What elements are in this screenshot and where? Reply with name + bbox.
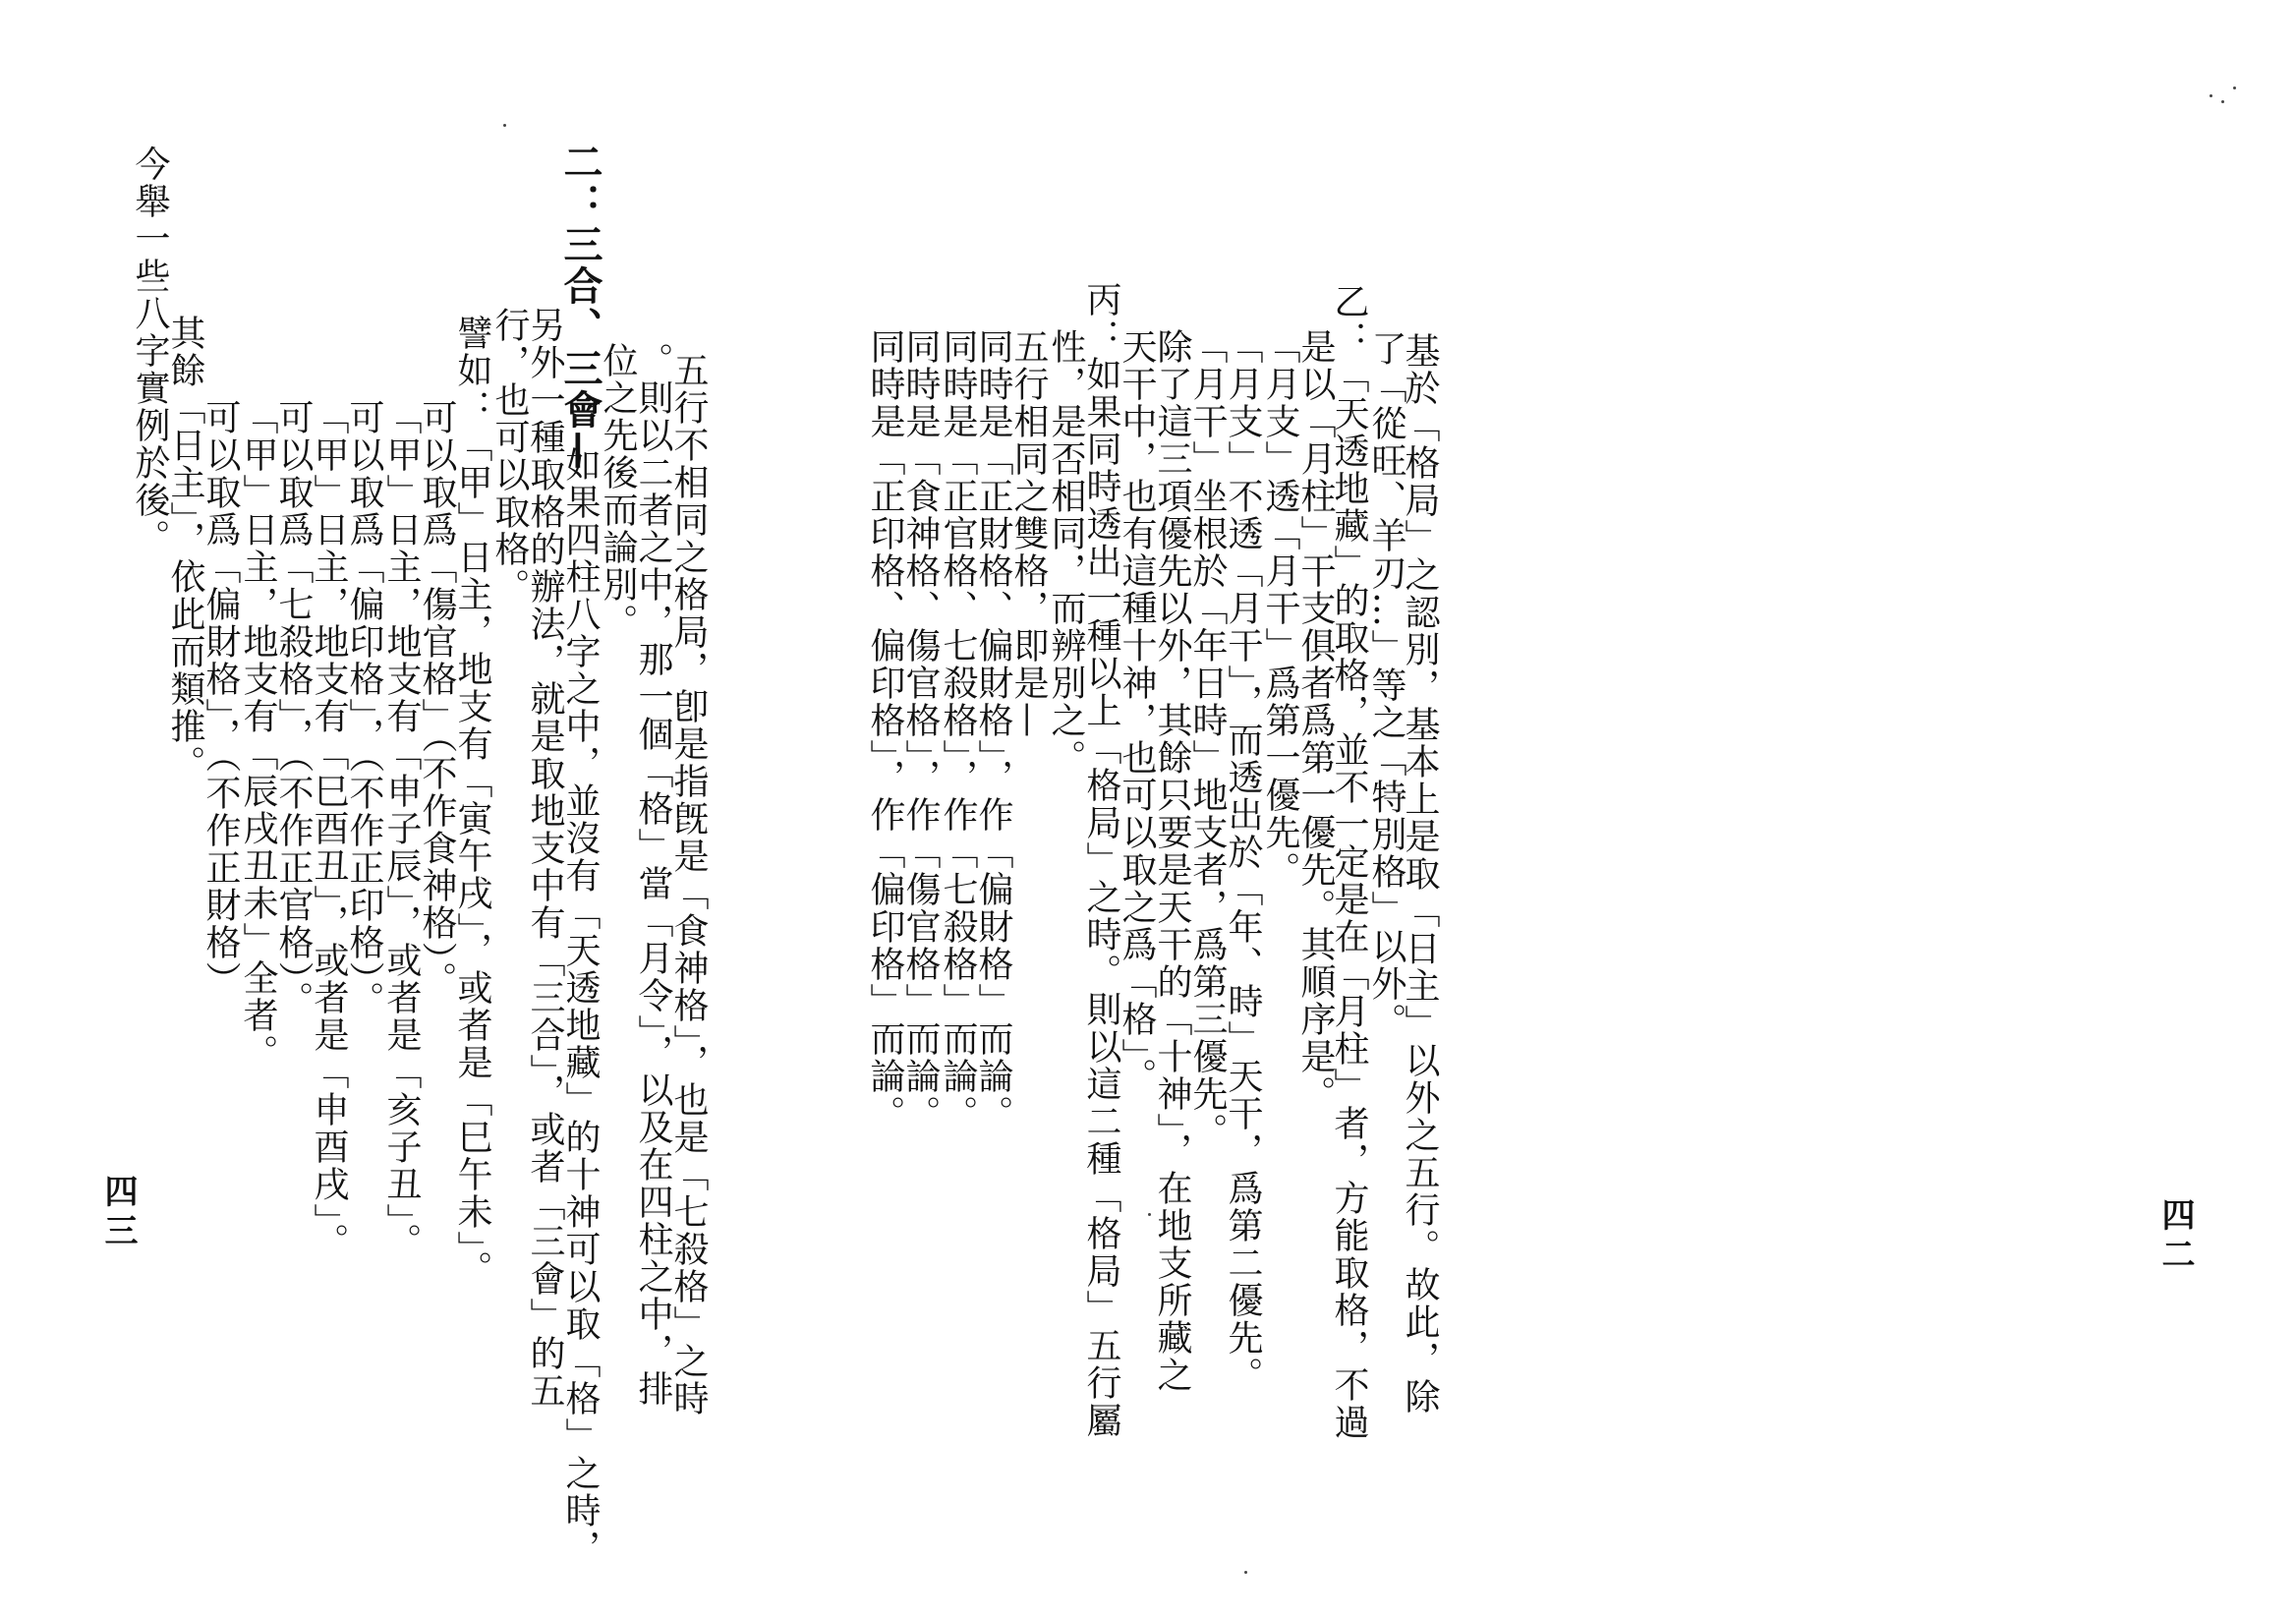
left-para2-line-3: 行，也可以取格。 [489,307,530,606]
section-heading-sanhe-sanhui: 二：三合、三會— [557,142,603,472]
right-line-9: 天干中，也有這種十神，也可以取之爲「格」。 [1117,328,1157,1095]
example-line-2: 可以取爲「傷官格」（不作食神格）。 [417,399,457,999]
right-line-1: 基於「格局」之認別，基本上是取「日主」以外之五行。故此，除 [1400,332,1440,1416]
right-line-4: 是以「月柱」干支俱者爲第一優先。其順序是。 [1295,328,1336,1113]
example-line-8: 可以取爲「偏財格」，（不作正財格） [201,399,241,999]
right-line-10: 丙：如果同時透出一種以上「格局」之時。則以這二種「格局」五行屬 [1081,281,1121,1439]
example-line-4: 可以取爲「偏印格」，（不作正印格）。 [344,399,384,1018]
right-line-2: 了「從旺、羊刃…」等之「特別格」以外。 [1366,330,1406,1040]
scan-speck [1148,1213,1151,1216]
example-line-3: 「甲」日主，地支有「申子辰」，或者是「亥子丑」。 [381,399,422,1260]
right-line-13: 同時是「正財格、偏財格」，作「偏財格」而論。 [973,328,1013,1132]
scan-speck [2221,100,2224,103]
page-number-right: 四二 [2155,1197,2195,1276]
right-line-14: 同時是「正官格、七殺格」，作「七殺格」而論。 [938,328,978,1132]
left-para1-line-1: 五行不相同之格局，卽是指旣是「食神格」，也是「七殺格」之時 [668,352,709,1418]
right-line-12: 五行相同之雙格，即是— [1008,328,1049,739]
left-para1-line-3: 位之先後而論別。 [598,342,638,641]
right-line-3: 乙：「天透地藏」的取格，並不一定是在「月柱」者，方能取格，不過 [1329,283,1369,1441]
scan-speck [503,124,506,127]
example-line-1: 譬如：「甲」日主，地支有「寅午戌」，或者是「巳午未」。 [452,315,492,1288]
closing-line: 今舉一些八字實例於後。 [130,145,170,556]
page-number-left: 四三 [98,1174,138,1252]
example-line-7: 「甲」日主，地支有「辰戌丑未」全者。 [238,399,278,1071]
left-para2-line-1: 如果四柱八字之中，並沒有「天透地藏」的十神可以取「格」之時， [560,446,601,1567]
left-para1-line-2: 。則以二者之中，那一個「格」當「月令」，以及在四柱之中，排 [633,342,673,1408]
right-line-15: 同時是「食神格、傷官格」，作「傷官格」而論。 [900,328,941,1132]
example-line-9: 其餘「日主」，依此而類推。 [165,315,205,782]
right-line-16: 同時是「正印格、偏印格」，作「偏印格」而論。 [865,328,905,1132]
scan-speck [1244,1571,1247,1574]
scan-speck [2210,94,2212,97]
right-line-11: 性，是否相同，而辨別之。 [1046,328,1086,777]
right-line-7: 「月干」坐根於「年日時」地支者，爲第三優先。 [1187,328,1228,1150]
right-line-6: 「月支」不透「月干」，而透出於「年、時」天干，爲第二優先。 [1223,328,1263,1394]
example-line-6: 可以取爲「七殺格」，（不作正官格）。 [273,399,314,1018]
right-line-8: 除了這三項優先以外，其餘只要是天干的「十神」，在地支所藏之 [1152,328,1192,1394]
example-line-5: 「甲」日主，地支有「巳酉丑」，或者是「申酉戌」。 [309,399,349,1260]
right-line-5: 「月支」透「月干」爲第一優先。 [1260,328,1300,889]
scan-speck [2233,87,2236,89]
left-para2-line-2: 另外一種取格的辦法，就是取地支中有「三合」，或者「三會」的五 [525,307,565,1410]
